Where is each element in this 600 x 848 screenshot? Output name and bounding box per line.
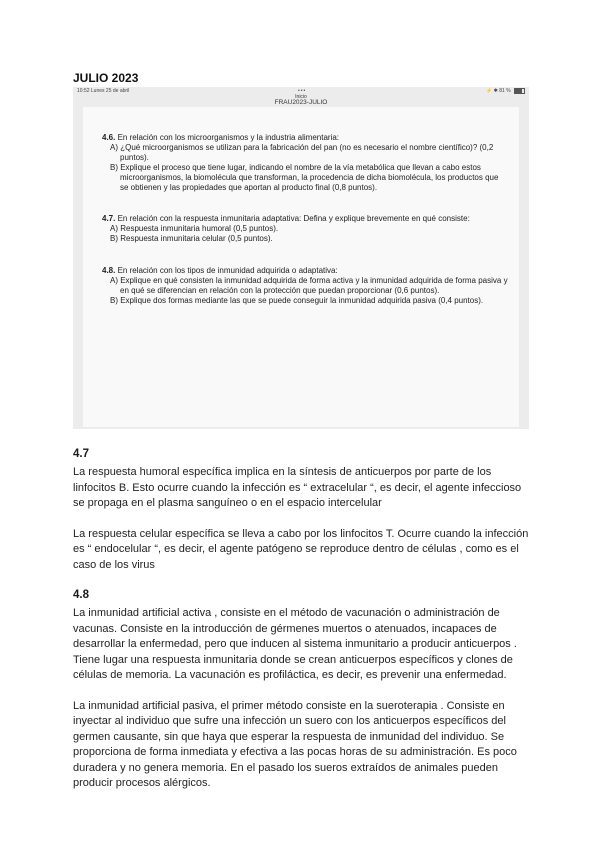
question-option-a: A) ¿Qué microorganismos se utilizan para la fabricación del pan (no es necesario el nombre científico)? (0,2 puntos).: [110, 143, 494, 162]
paragraph: La inmunidad artificial pasiva, el primer método consiste en la sueroterapia . Consiste en inyectar al individuo que sufre una infección un suero con los anticuerpos específicos del germen causante, sin que haya que esperar la respuesta de inmunidad del individuo. Se proporciona de forma inmediata y efectiva a las pocas horas de su administración. Es poco duradera y no genera memoria. En el pasado los sueros extraídos de animales pueden producir procesos alérgicos.: [73, 699, 517, 789]
exam-screenshot: [73, 87, 529, 429]
question-number: 4.8.: [102, 266, 116, 275]
exam-sheet: [83, 107, 519, 427]
question-stem: En relación con la respuesta inmunitaria adaptativa: Defina y explique brevemente en qué consiste:: [117, 214, 470, 223]
status-indicators: [486, 87, 525, 95]
question-4-6: [102, 133, 509, 193]
doc-header: [73, 95, 529, 106]
question-number: 4.6.: [102, 133, 116, 142]
doc-title: FRAU2023-JULIO: [274, 99, 328, 106]
question-option-b: B) Respuesta inmunitaria celular (0,5 puntos).: [110, 234, 273, 243]
status-time: 10:52 Lunes 25 de abril: [77, 88, 130, 94]
multitask-dots: •••: [298, 88, 307, 94]
question-option-b: B) Explique el proceso que tiene lugar, indicando el nombre de la vía metabólica que llevan a cabo estos microorganismos, la biomolécula que transforman, la procedencia de dicha biomolécula, los productos que se obtienen y las propiedades que aportan al producto final (0,8 puntos).: [110, 163, 499, 192]
answers: [73, 447, 535, 792]
answer-4-7: [73, 447, 535, 573]
question-stem: En relación con los microorganismos y la industria alimentaria:: [117, 133, 340, 142]
status-icons: ⚡ ✱ 81 %: [486, 88, 511, 94]
paragraph: La respuesta humoral específica implica en la síntesis de anticuerpos por parte de los linfocitos B. Esto ocurre cuando la infección es “ extracelular “, es decir, el agente infeccioso se propaga en el plasma sanguíneo o en el espacio intercelular: [73, 466, 522, 509]
answer-4-8: [73, 588, 535, 792]
paragraph: La inmunidad artificial activa , consiste en el método de vacunación o administración de vacunas. Consiste en la introducción de gérmenes muertos o atenuados, incapaces de desarrollar la enfermedad, pero que inducen al sistema inmunitario a producir anticuerpos . Tiene lugar una respuesta inmunitaria donde se crean anticuerpos específicos y clones de células de memoria. La vacunación es profiláctica, es decir, es prevenir una enfermedad.: [73, 607, 517, 681]
question-option-a: A) Respuesta inmunitaria humoral (0,5 puntos).: [110, 224, 279, 233]
question-option-a: A) Explique en qué consisten la inmunidad adquirida de forma activa y la inmunidad adquirida de forma pasiva y en qué se diferencian en relación con la protección que puedan proporcionar (0,6 puntos).: [110, 276, 508, 295]
question-4-8: [102, 266, 509, 306]
question-stem: En relación con los tipos de inmunidad adquirida o adaptativa:: [117, 266, 338, 275]
question-4-7: [102, 214, 509, 244]
question-option-b: B) Explique dos formas mediante las que se puede conseguir la inmunidad adquirida pasiva (0,4 puntos).: [110, 296, 484, 305]
section-title: 4.7: [73, 448, 89, 460]
status-bar: [73, 87, 529, 95]
battery-icon: [514, 88, 525, 94]
page-header: JULIO 2023: [73, 71, 139, 85]
doc-top-label: Inicio: [295, 94, 307, 100]
question-number: 4.7.: [102, 214, 116, 223]
paragraph: La respuesta celular específica se lleva a cabo por los linfocitos T. Ocurre cuando la infección es “ endocelular “, es decir, el agente patógeno se reproduce dentro de células , como es el caso de los virus: [73, 527, 529, 571]
section-title: 4.8: [73, 589, 89, 601]
